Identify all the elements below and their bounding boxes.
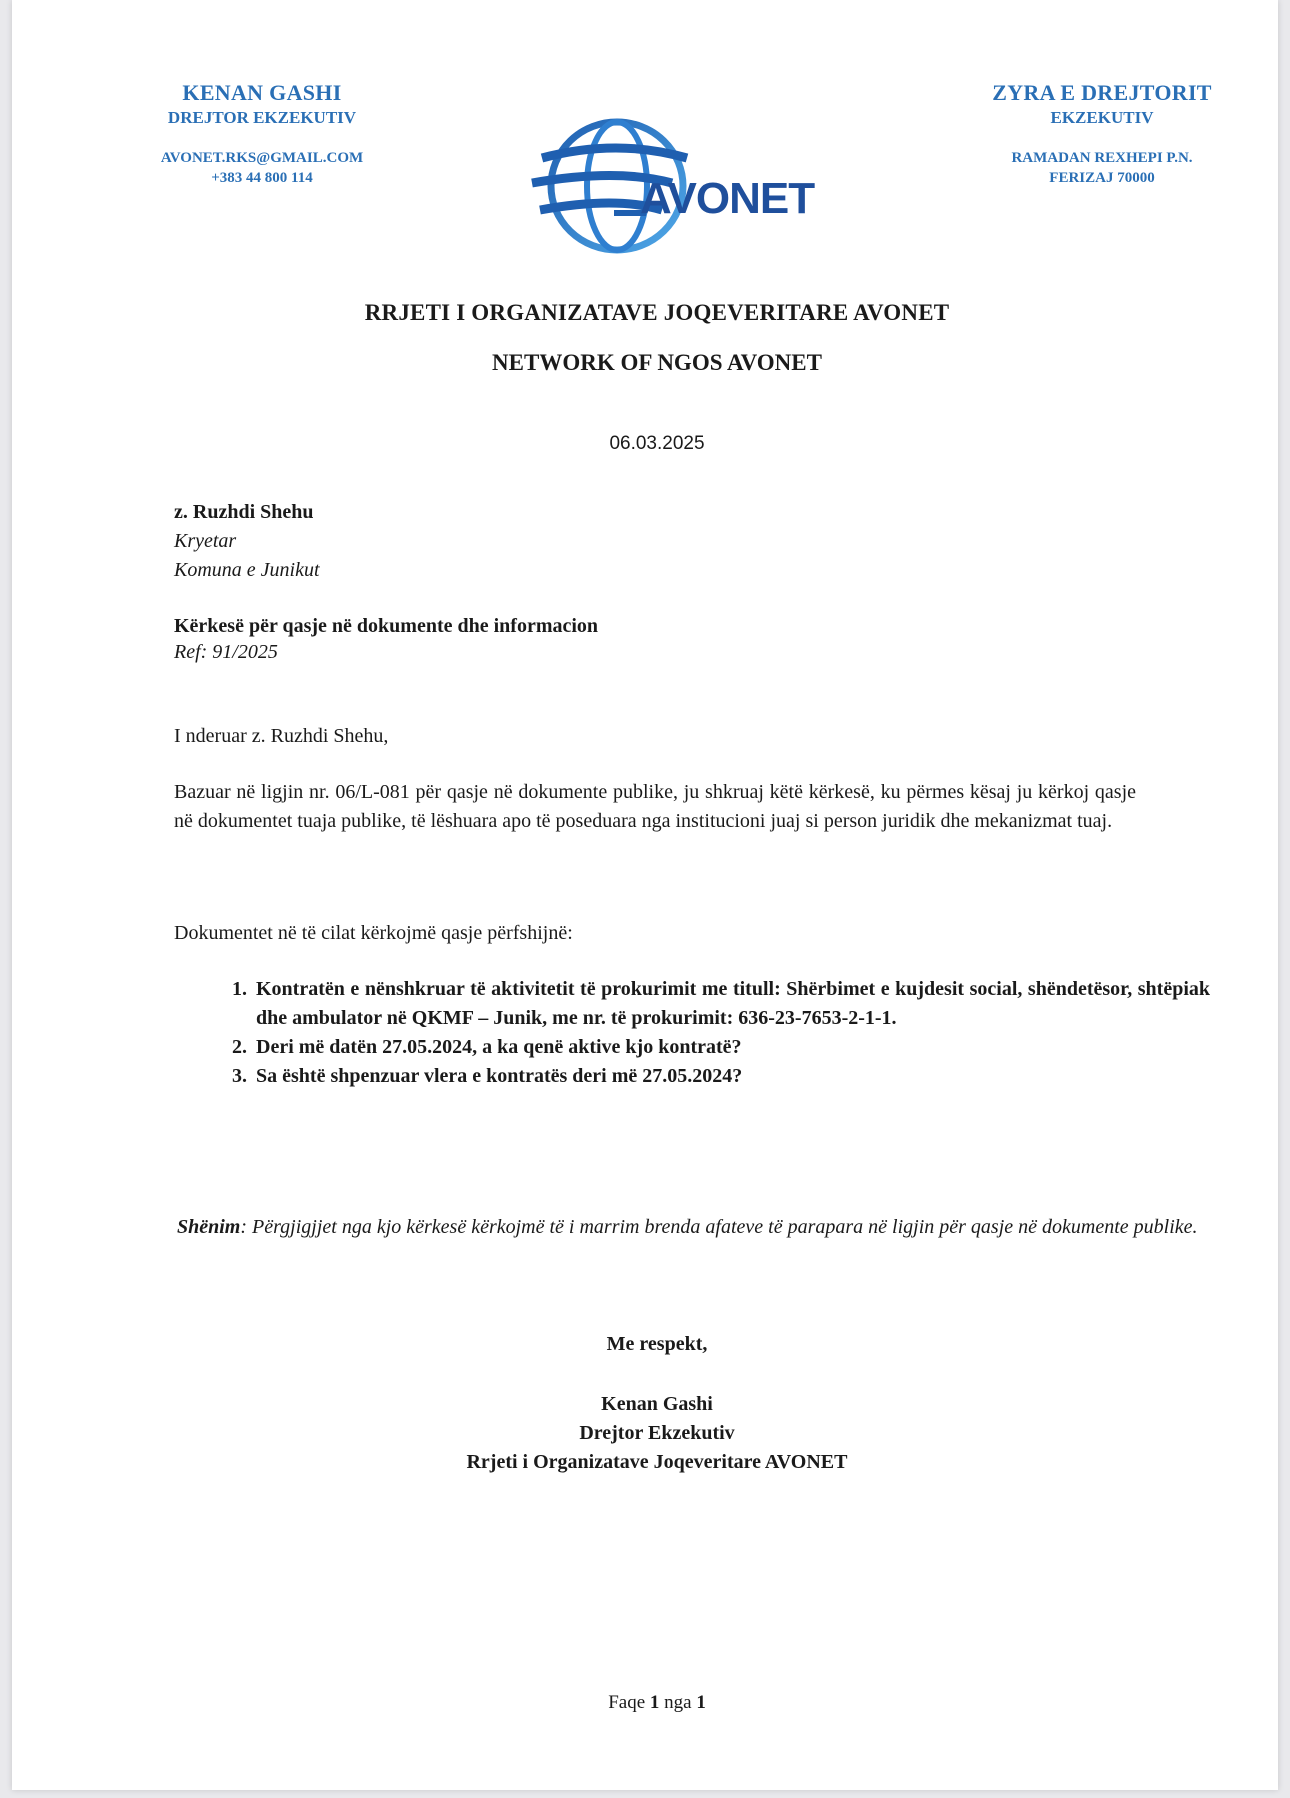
signer-org: Rrjeti i Organizatave Joqeveritare AVONET xyxy=(466,1451,848,1473)
recipient-institution: Komuna e Junikut xyxy=(174,559,320,581)
note-text: Përgjigjjet nga kjo kërkesë kërkojmë të i marrim brenda afateve të parapara në ligjin për qasje në dokumente publike. xyxy=(252,1216,1198,1238)
letter-date: 06.03.2025 xyxy=(609,433,705,454)
office-sub: EKZEKUTIV xyxy=(1050,108,1154,127)
document-page xyxy=(12,0,1278,1790)
logo-text: AVONET xyxy=(640,174,815,223)
recipient-role: Kryetar xyxy=(174,530,237,552)
director-name: KENAN GASHI xyxy=(182,80,342,105)
signature-block xyxy=(12,1390,1290,1477)
signer-name: Kenan Gashi xyxy=(601,1393,713,1415)
recipient-name: z. Ruzhdi Shehu xyxy=(174,501,314,523)
note-block: Shënim: Përgjigjjet nga kjo kërkesë kërkojmë të i marrim brenda afateve të parapara në ligjin për qasje në dokumente publike. xyxy=(177,1216,1198,1238)
office-address: RAMADAN REXHEPI P.N. xyxy=(1011,150,1193,166)
recipient-block xyxy=(174,498,1136,585)
page-total: 1 xyxy=(696,1692,706,1713)
page-footer xyxy=(12,1692,1290,1714)
page-word: Faqe xyxy=(608,1692,646,1713)
header-right xyxy=(952,80,1252,188)
subject-line: Kërkesë për qasje në dokumente dhe informacion xyxy=(174,615,599,637)
reference-number: Ref: 91/2025 xyxy=(174,641,278,663)
list-item: 3. Sa është shpenzuar vlera e kontratës deri më 27.05.2024? xyxy=(252,1062,1210,1091)
avonet-logo-icon xyxy=(522,118,822,268)
subject-block xyxy=(174,613,1136,665)
office-city: FERIZAJ 70000 xyxy=(1049,170,1155,186)
of-word: nga xyxy=(664,1692,692,1713)
director-title: DREJTOR EKZEKUTIV xyxy=(167,108,357,127)
contact-phone: +383 44 800 114 xyxy=(211,170,313,186)
request-list xyxy=(174,975,1210,1091)
contact-email: AVONET.RKS@GMAIL.COM xyxy=(160,150,364,166)
list-item: 2. Deri më datën 27.05.2024, a ka qenë aktive kjo kontratë? xyxy=(252,1033,1210,1062)
body-paragraph: Bazuar në ligjin nr. 06/L-081 për qasje në dokumente publike, ju shkruaj këtë kërkesë, ku përmes kësaj ju kërkoj qasje në dokumentet tuaja publike, të lëshuara apo të poseduara nga institucioni juaj si person juridik dhe mekanizmat tuaj. xyxy=(174,781,1136,832)
signer-title: Drejtor Ekzekutiv xyxy=(579,1422,735,1444)
org-title-english: NETWORK OF NGOS AVONET xyxy=(492,350,822,375)
list-item: 1. Kontratën e nënshkruar të aktivitetit të prokurimit me titull: Shërbimet e kujdesit social, shëndetësor, shtëpiak dhe ambulator në QKMF – Junik, me nr. të prokurimit: 636-23-7653-2-1-1. xyxy=(252,975,1210,1033)
office-name: ZYRA E DREJTORIT xyxy=(992,80,1212,105)
page-number: 1 xyxy=(649,1692,660,1713)
closing-phrase: Me respekt, xyxy=(606,1333,708,1355)
documents-intro: Dokumentet në të cilat kërkojmë qasje përfshijnë: xyxy=(174,922,573,944)
note-label: Shënim xyxy=(177,1216,241,1238)
header-left xyxy=(122,80,402,188)
greeting: I nderuar z. Ruzhdi Shehu, xyxy=(174,725,389,747)
org-title-albanian: RRJETI I ORGANIZATAVE JOQEVERITARE AVONET xyxy=(364,300,950,325)
